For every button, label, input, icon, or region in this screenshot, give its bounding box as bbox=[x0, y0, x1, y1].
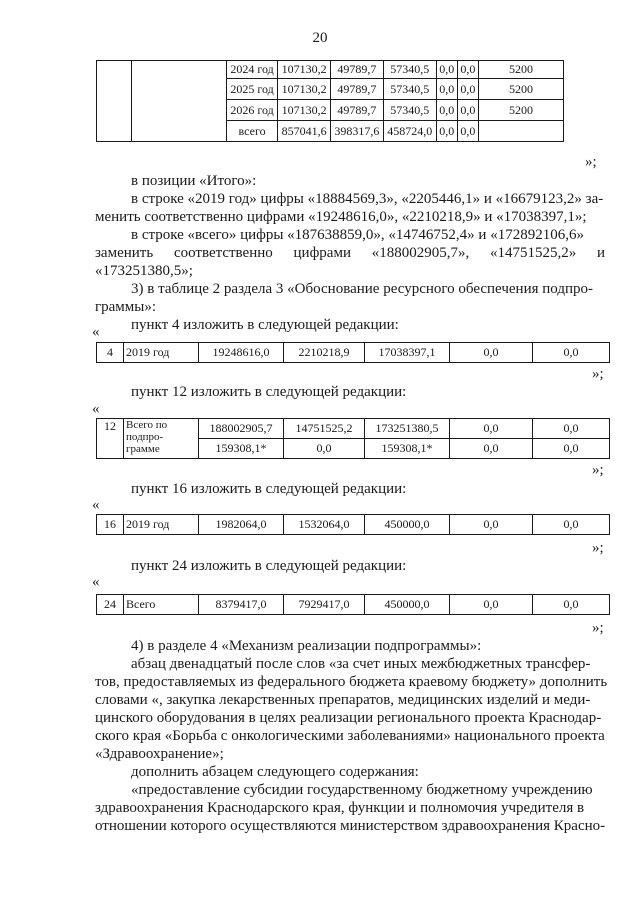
paragraph-line: отношении которого осуществляются министерством здравоохранения Красно- bbox=[95, 818, 606, 834]
paragraph-line: дополнить абзацем следующего содержания: bbox=[131, 764, 419, 780]
open-quote: « bbox=[92, 574, 100, 590]
paragraph-line: 4) в разделе 4 «Механизм реализации подпрограммы»: bbox=[131, 638, 482, 654]
open-quote: « bbox=[92, 401, 100, 417]
paragraph-line: пункт 24 изложить в следующей редакции: bbox=[131, 558, 407, 574]
paragraph-line: менить соответственно цифрами «19248616,0», «2210218,9» и «17038397,1»; bbox=[95, 209, 587, 225]
paragraph-line: «Здравоохранение»; bbox=[95, 746, 224, 762]
item-24-table bbox=[96, 594, 610, 615]
continuation-table bbox=[96, 60, 564, 142]
paragraph-line: 3) в таблице 2 раздела 3 «Обоснование ресурсного обеспечения подпро- bbox=[131, 281, 593, 297]
item-4-table bbox=[96, 342, 610, 363]
table-row: всего 857041,6 398317,6 458724,0 0,0 0,0 bbox=[97, 121, 564, 142]
paragraph-line: в строке «2019 год» цифры «18884569,3», «2205446,1» и «16679123,2» за- bbox=[131, 191, 604, 207]
paragraph-line: пункт 16 изложить в следующей редакции: bbox=[131, 481, 407, 497]
close-quote: »; bbox=[592, 540, 604, 556]
paragraph-line: пункт 12 изложить в следующей редакции: bbox=[131, 384, 407, 400]
close-quote: »; bbox=[592, 462, 604, 478]
table-row: 2024 год 107130,2 49789,7 57340,5 0,0 0,0 5200 bbox=[97, 61, 564, 79]
open-quote: « bbox=[92, 324, 100, 340]
table-row: 2025 год 107130,2 49789,7 57340,5 0,0 0,0 5200 bbox=[97, 79, 564, 100]
item-12-table bbox=[96, 418, 610, 459]
page-number: 20 bbox=[312, 30, 328, 46]
table-row: 159308,1* 0,0 159308,1* 0,0 0,0 bbox=[97, 439, 610, 459]
paragraph-line: цинского оборудования в целях реализации регионального проекта Краснодар- bbox=[95, 710, 602, 726]
paragraph-line: здравоохранения Краснодарского края, функции и полномочия учредителя в bbox=[95, 800, 585, 816]
item-16-table bbox=[96, 514, 610, 535]
paragraph-line: в позиции «Итого»: bbox=[131, 173, 257, 189]
paragraph-line: «173251380,5»; bbox=[95, 263, 193, 279]
table-row: 16 2019 год 1982064,0 1532064,0 450000,0 0,0 0,0 bbox=[97, 515, 610, 535]
open-quote: « bbox=[92, 497, 100, 513]
paragraph-line: граммы»: bbox=[95, 299, 157, 315]
paragraph-line: заменить соответственно цифрами «188002905,7», «14751525,2» и bbox=[95, 245, 605, 261]
table-row: 24 Всего 8379417,0 7929417,0 450000,0 0,0 0,0 bbox=[97, 595, 610, 615]
paragraph-line: ского края «Борьба с онкологическими заболеваниями» национального проекта bbox=[95, 728, 605, 744]
paragraph-line: словами «, закупка лекарственных препаратов, медицинских изделий и меди- bbox=[95, 692, 591, 708]
close-quote: »; bbox=[592, 366, 604, 382]
paragraph-line: тов, предоставляемых из федерального бюджета краевому бюджету» дополнить bbox=[95, 674, 608, 690]
close-quote: »; bbox=[592, 620, 604, 636]
table-row: 4 2019 год 19248616,0 2210218,9 17038397,1 0,0 0,0 bbox=[97, 343, 610, 363]
paragraph-line: «предоставление субсидии государственному бюджетному учреждению bbox=[131, 782, 593, 798]
table-row: 12 Всего по подпро-грамме 188002905,7 14751525,2 173251380,5 0,0 0,0 bbox=[97, 419, 610, 439]
paragraph-line: пункт 4 изложить в следующей редакции: bbox=[131, 317, 399, 333]
paragraph-line: абзац двенадцатый после слов «за счет иных межбюджетных трансфер- bbox=[131, 656, 591, 672]
table-row: 2026 год 107130,2 49789,7 57340,5 0,0 0,0 5200 bbox=[97, 100, 564, 121]
close-quote: »; bbox=[585, 154, 597, 170]
paragraph-line: в строке «всего» цифры «187638859,0», «14746752,4» и «172892106,6» bbox=[131, 227, 584, 243]
